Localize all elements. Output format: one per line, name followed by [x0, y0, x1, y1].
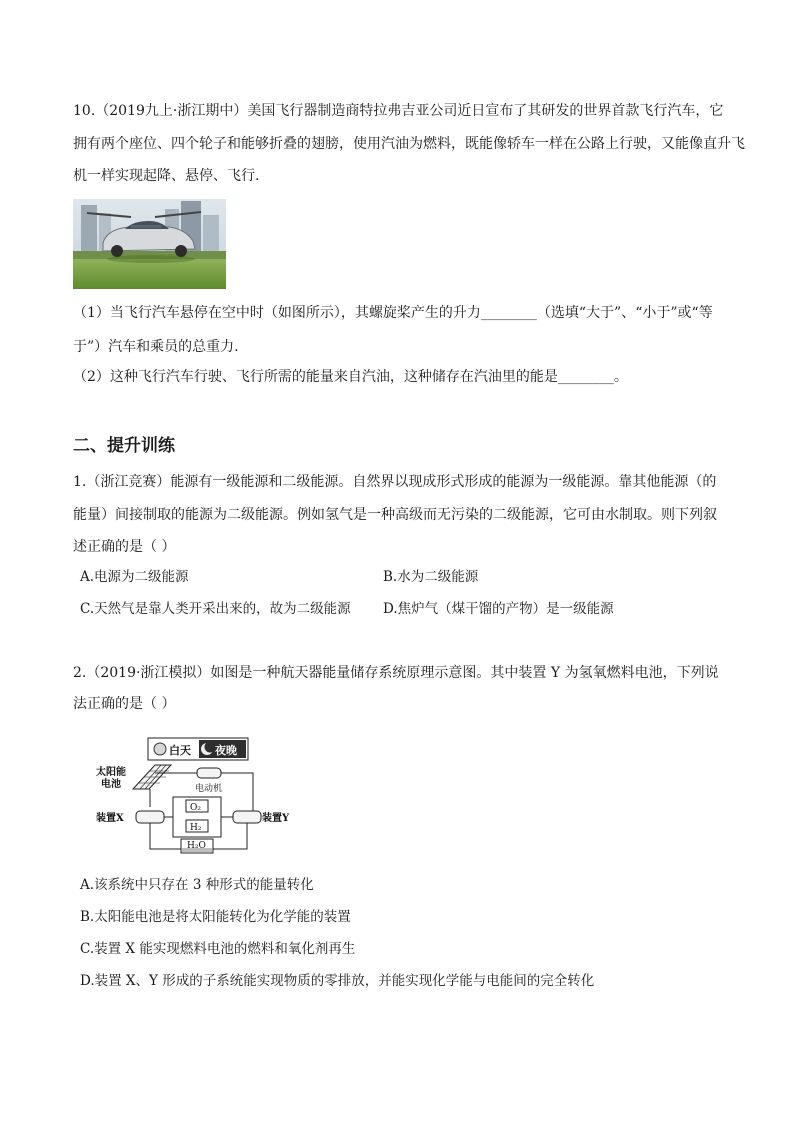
- device-y-label: 装置Y: [262, 813, 290, 824]
- flying-car-photo: [73, 199, 226, 289]
- q2-option-d[interactable]: D.装置 X、Y 形成的子系统能实现物质的零排放，并能实现化学能与电能间的完全转化: [80, 973, 595, 989]
- water-label: H₂O: [187, 841, 206, 851]
- device-y-icon: [233, 811, 261, 823]
- q10-sub1-line-1: （1）当飞行汽车悬停在空中时（如图所示），其螺旋桨产生的升力________（选填“大于”、“小于”或“等: [73, 305, 713, 321]
- solar-panel-icon: [133, 765, 171, 789]
- q1-option-d[interactable]: D.焦炉气（煤干馏的产物）是一级能源: [383, 601, 614, 617]
- night-label: 夜晚: [215, 744, 237, 757]
- q2-option-c[interactable]: C.装置 X 能实现燃料电池的燃料和氧化剂再生: [80, 941, 356, 957]
- q10-stem-line-1: 10.（2019九上·浙江期中）美国飞行器制造商特拉弗吉亚公司近日宣布了其研发的世界首款飞行汽车，它: [73, 103, 724, 119]
- day-label: 白天: [169, 744, 191, 757]
- q1-stem-line-1: 1.（浙江竞赛）能源有一级能源和二级能源。自然界以现成形式形成的能源为一级能源。靠其他能源（的: [73, 474, 717, 490]
- q2-option-a[interactable]: A.该系统中只存在 3 种形式的能量转化: [80, 877, 314, 893]
- q10-stem-line-3: 机一样实现起降、悬停、飞行.: [73, 168, 260, 184]
- device-x-icon: [136, 811, 164, 823]
- q10-sub2: （2）这种飞行汽车行驶、飞行所需的能量来自汽油，这种储存在汽油里的能是________。: [73, 369, 628, 385]
- motor-icon: [197, 768, 221, 778]
- q10-sub1-line-2: 于”）汽车和乘员的总重力.: [73, 339, 239, 355]
- section-title: 二、提升训练: [73, 436, 175, 456]
- q1-stem-line-2: 能量）间接制取的能源为二级能源。例如氢气是一种高级而无污染的二级能源，它可由水制取。则下列叙: [73, 507, 717, 523]
- energy-storage-diagram: [93, 735, 290, 857]
- sun-icon: [154, 743, 166, 755]
- q2-stem-line-2: 法正确的是（ ）: [73, 696, 176, 712]
- motor-label: 电动机: [195, 784, 223, 794]
- solar-cell-label-1: 太阳能: [96, 767, 126, 778]
- q1-stem-line-3: 述正确的是（ ）: [73, 539, 176, 555]
- hydrogen-label: H₂: [190, 823, 202, 833]
- q1-option-c[interactable]: C.天然气是靠人类开采出来的，故为二级能源: [80, 601, 351, 617]
- q2-option-b[interactable]: B.太阳能电池是将太阳能转化为化学能的装置: [80, 909, 351, 925]
- q2-stem-line-1: 2.（2019·浙江模拟）如图是一种航天器能量储存系统原理示意图。其中装置 Y 为氢氧燃料电池，下列说: [73, 665, 719, 681]
- device-x-label: 装置X: [96, 813, 124, 824]
- q1-option-b[interactable]: B.水为二级能源: [383, 569, 479, 585]
- oxygen-label: O₂: [190, 803, 201, 813]
- solar-cell-label-2: 电池: [101, 779, 121, 790]
- q10-stem-line-2: 拥有两个座位、四个轮子和能够折叠的翅膀，使用汽油为燃料，既能像轿车一样在公路上行驶，又能像直升飞: [73, 136, 745, 152]
- q1-option-a[interactable]: A.电源为二级能源: [80, 569, 189, 585]
